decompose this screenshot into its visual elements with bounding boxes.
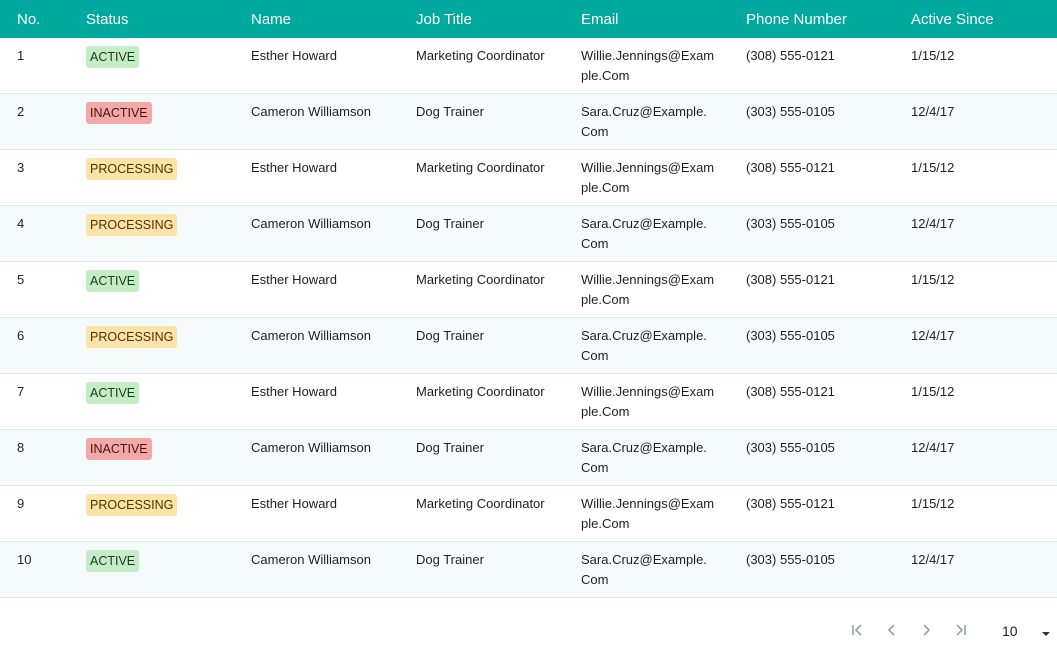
cell-no: 7 [17, 384, 25, 399]
table-header [0, 0, 1057, 38]
cell-phone-number: (303) 555-0105 [746, 328, 835, 343]
cell-name: Cameron Williamson [251, 552, 371, 567]
table-row[interactable] [0, 486, 1057, 542]
column-header-email[interactable]: Email [581, 10, 619, 28]
cell-name: Cameron Williamson [251, 104, 371, 119]
cell-name: Esther Howard [251, 384, 337, 399]
pagination-bar [0, 598, 1057, 650]
cell-active-since: 12/4/17 [911, 440, 955, 455]
cell-phone-number: (308) 555-0121 [746, 384, 835, 399]
chevron-down-icon [1041, 626, 1051, 642]
table-row[interactable] [0, 94, 1057, 150]
next-page-icon[interactable] [916, 620, 936, 640]
cell-no: 5 [17, 272, 25, 287]
cell-phone-number: (303) 555-0105 [746, 440, 835, 455]
cell-phone-number: (303) 555-0105 [746, 552, 835, 567]
status-badge: ACTIVE [86, 382, 139, 404]
cell-no: 2 [17, 104, 25, 119]
cell-no: 3 [17, 160, 25, 175]
table-row[interactable] [0, 318, 1057, 374]
cell-job-title: Dog Trainer [416, 440, 484, 455]
rows-per-page-select[interactable] [994, 620, 1057, 642]
cell-email: Willie.Jennings@Example.Com [581, 48, 715, 83]
cell-name: Cameron Williamson [251, 216, 371, 231]
cell-job-title: Dog Trainer [416, 216, 484, 231]
column-header-active-since[interactable]: Active Since [911, 10, 994, 28]
status-badge: PROCESSING [86, 158, 177, 180]
cell-status [69, 542, 234, 597]
table-row[interactable] [0, 150, 1057, 206]
status-badge: PROCESSING [86, 326, 177, 348]
cell-no: 1 [17, 48, 25, 63]
cell-no: 8 [17, 440, 25, 455]
cell-phone-number: (308) 555-0121 [746, 48, 835, 63]
cell-job-title: Marketing Coordinator [416, 48, 545, 63]
cell-job-title: Marketing Coordinator [416, 160, 545, 175]
cell-job-title: Marketing Coordinator [416, 384, 545, 399]
cell-name: Esther Howard [251, 272, 337, 287]
cell-active-since: 12/4/17 [911, 328, 955, 343]
table-row[interactable] [0, 542, 1057, 598]
cell-active-since: 12/4/17 [911, 216, 955, 231]
cell-status [69, 318, 234, 373]
column-header-no[interactable]: No. [17, 10, 41, 28]
cell-phone-number: (308) 555-0121 [746, 272, 835, 287]
cell-job-title: Dog Trainer [416, 104, 484, 119]
cell-name: Esther Howard [251, 496, 337, 511]
cell-active-since: 12/4/17 [911, 104, 955, 119]
cell-email: Sara.Cruz@Example.Com [581, 328, 707, 363]
table-row[interactable] [0, 262, 1057, 318]
status-badge: ACTIVE [86, 550, 139, 572]
cell-job-title: Marketing Coordinator [416, 496, 545, 511]
cell-email: Sara.Cruz@Example.Com [581, 216, 707, 251]
cell-email: Sara.Cruz@Example.Com [581, 552, 707, 587]
table-row[interactable] [0, 38, 1057, 94]
cell-status [69, 262, 234, 317]
cell-phone-number: (308) 555-0121 [746, 496, 835, 511]
status-badge: INACTIVE [86, 102, 152, 124]
cell-status [69, 430, 234, 485]
cell-phone-number: (308) 555-0121 [746, 160, 835, 175]
table-row[interactable] [0, 374, 1057, 430]
cell-status [69, 206, 234, 261]
cell-phone-number: (303) 555-0105 [746, 104, 835, 119]
column-header-status[interactable]: Status [86, 10, 129, 28]
prev-page-icon[interactable] [882, 620, 902, 640]
status-badge: PROCESSING [86, 494, 177, 516]
cell-job-title: Dog Trainer [416, 552, 484, 567]
cell-active-since: 1/15/12 [911, 272, 955, 287]
status-badge: ACTIVE [86, 270, 139, 292]
column-header-job-title[interactable]: Job Title [416, 10, 472, 28]
table-row[interactable] [0, 430, 1057, 486]
cell-active-since: 1/15/12 [911, 496, 955, 511]
cell-email: Willie.Jennings@Example.Com [581, 160, 715, 195]
status-badge: ACTIVE [86, 46, 139, 68]
cell-status [69, 38, 234, 93]
table-body [0, 38, 1057, 598]
cell-active-since: 1/15/12 [911, 384, 955, 399]
cell-status [69, 374, 234, 429]
cell-no: 9 [17, 496, 25, 511]
cell-name: Esther Howard [251, 160, 337, 175]
cell-email: Sara.Cruz@Example.Com [581, 104, 707, 139]
cell-active-since: 1/15/12 [911, 160, 955, 175]
cell-name: Cameron Williamson [251, 328, 371, 343]
cell-no: 4 [17, 216, 25, 231]
cell-email: Willie.Jennings@Example.Com [581, 496, 715, 531]
status-badge: INACTIVE [86, 438, 152, 460]
first-page-icon[interactable] [848, 620, 868, 640]
rows-per-page-value: 10 [1002, 623, 1018, 639]
column-header-phone-number[interactable]: Phone Number [746, 10, 847, 28]
cell-status [69, 94, 234, 149]
column-header-name[interactable]: Name [251, 10, 292, 28]
cell-active-since: 1/15/12 [911, 48, 955, 63]
cell-phone-number: (303) 555-0105 [746, 216, 835, 231]
cell-job-title: Marketing Coordinator [416, 272, 545, 287]
cell-no: 10 [17, 552, 32, 567]
cell-email: Willie.Jennings@Example.Com [581, 384, 715, 419]
cell-email: Willie.Jennings@Example.Com [581, 272, 715, 307]
cell-name: Cameron Williamson [251, 440, 371, 455]
cell-status [69, 150, 234, 205]
cell-job-title: Dog Trainer [416, 328, 484, 343]
status-badge: PROCESSING [86, 214, 177, 236]
cell-no: 6 [17, 328, 25, 343]
last-page-icon[interactable] [950, 620, 970, 640]
cell-status [69, 486, 234, 541]
cell-name: Esther Howard [251, 48, 337, 63]
cell-active-since: 12/4/17 [911, 552, 955, 567]
cell-email: Sara.Cruz@Example.Com [581, 440, 707, 475]
table-row[interactable] [0, 206, 1057, 262]
